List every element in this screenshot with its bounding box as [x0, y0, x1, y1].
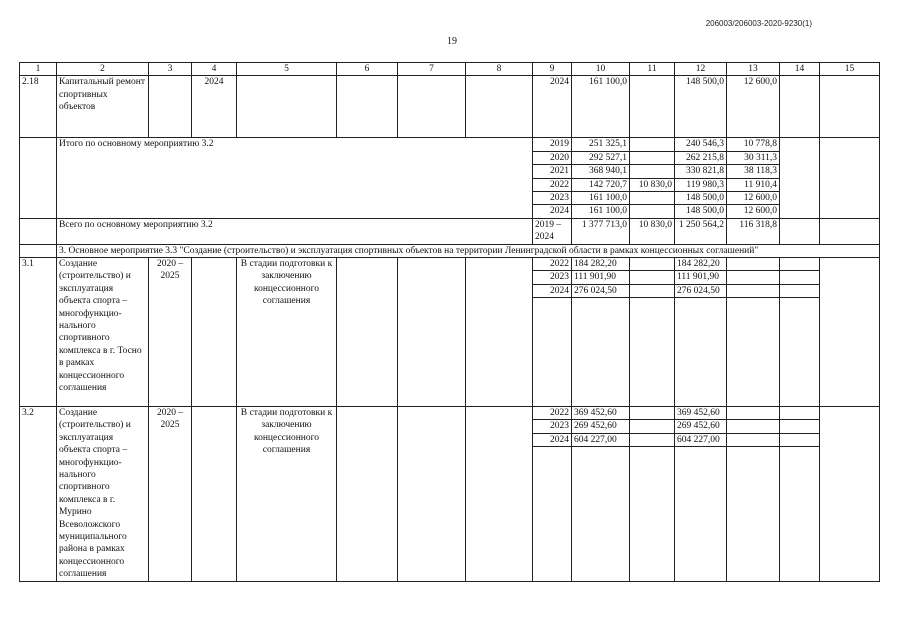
- row-status: В стадии подготовки к заключению концессионного соглашения: [237, 406, 337, 581]
- total-value: 368 940,1: [572, 165, 629, 178]
- local-value: 12 600,0: [727, 76, 780, 138]
- total-value: 184 282,20: [572, 258, 629, 271]
- empty-cell: [192, 257, 237, 406]
- federal-value: [630, 192, 674, 205]
- regional-value: 369 452,60: [675, 407, 726, 420]
- row-name: Создание (строительство) и эксплуатация объекта спорта – многофункцио-нального спортивного комплекса в г. Мурино Всеволожского муниципального района в рамках концессионного соглашения: [57, 406, 149, 581]
- empty-cell: [630, 76, 675, 138]
- year-cell: 2021: [533, 165, 571, 178]
- section-title: 3. Основное мероприятие 3.3 "Создание (строительство) и эксплуатация спортивных объектов на территории Ленинградской области в рамках концессионных соглашений": [57, 244, 880, 257]
- years-range: 2019 – 2024: [533, 218, 572, 244]
- year-cell: 2023: [533, 420, 571, 433]
- total-value: 604 227,00: [572, 434, 629, 447]
- empty-cell: [237, 76, 337, 138]
- col-header: 13: [727, 63, 780, 76]
- empty-cell: [820, 138, 880, 218]
- row-name: Капитальный ремонт спортивных объектов: [57, 76, 149, 138]
- empty-cell: [820, 218, 880, 244]
- federal-value: 10 830,0: [630, 218, 675, 244]
- years-column: [533, 138, 572, 218]
- regional-value: 1 250 564,2: [675, 218, 727, 244]
- regional-value: 111 901,90: [675, 271, 726, 284]
- years-column: [533, 406, 572, 581]
- local-value: 12 600,0: [727, 192, 779, 205]
- empty-cell: [192, 406, 237, 581]
- empty-cell: [820, 406, 880, 581]
- regional-column: [675, 406, 727, 581]
- col-header: 3: [149, 63, 192, 76]
- local-value: 12 600,0: [743, 206, 777, 217]
- total-value: 111 901,90: [572, 271, 629, 284]
- empty-cell: [820, 76, 880, 138]
- local-column: [727, 406, 780, 581]
- year-cell: 2024: [550, 206, 569, 217]
- totals-column: [572, 406, 630, 581]
- total-value: 369 452,60: [572, 407, 629, 420]
- totals-column: [572, 138, 630, 218]
- empty-cell: [337, 76, 398, 138]
- col-header: 9: [533, 63, 572, 76]
- row-number: 3.2: [20, 406, 57, 581]
- total-value: 276 024,50: [572, 285, 629, 298]
- table-row: [20, 76, 880, 138]
- empty-cell: [466, 406, 533, 581]
- year-cell: 2020: [533, 152, 571, 165]
- federal-value: [630, 205, 674, 217]
- column-number-row: [20, 63, 880, 76]
- regional-value: 330 821,8: [675, 165, 726, 178]
- empty-cell: [20, 218, 57, 244]
- regional-value: 148 500,0: [686, 206, 724, 217]
- row-period: 2020 – 2025: [149, 406, 192, 581]
- federal-column: [630, 406, 675, 581]
- regional-value: 262 215,8: [675, 152, 726, 165]
- empty-cell: [149, 76, 192, 138]
- years-column: [533, 257, 572, 406]
- federal-column: [630, 257, 675, 406]
- col-header: 1: [20, 63, 57, 76]
- table-row: [20, 257, 880, 406]
- federal-value: [630, 138, 674, 151]
- year-cell: 2023: [533, 192, 571, 205]
- regional-value: 240 546,3: [675, 138, 726, 151]
- year-cell: 2019: [533, 138, 571, 151]
- year-cell: 2023: [533, 271, 571, 284]
- local-value: 10 778,8: [727, 138, 779, 151]
- regional-value: 148 500,0: [675, 192, 726, 205]
- col-header: 2: [57, 63, 149, 76]
- row-number: 2.18: [20, 76, 57, 138]
- page-number: 19: [447, 36, 457, 47]
- table-row: [20, 406, 880, 581]
- empty-cell: [398, 257, 466, 406]
- plan-year: 2024: [533, 76, 572, 138]
- empty-cell: [20, 244, 57, 257]
- year-cell: 2022: [533, 407, 571, 420]
- empty-cell: [466, 76, 533, 138]
- federal-value: 10 830,0: [630, 179, 674, 192]
- federal-value: [630, 152, 674, 165]
- regional-column: [675, 138, 727, 218]
- empty-cell: [820, 257, 880, 406]
- empty-column: [780, 406, 820, 581]
- col-header: 7: [398, 63, 466, 76]
- col-header: 6: [337, 63, 398, 76]
- year-cell: 2024: [533, 434, 571, 447]
- total-value: 1 377 713,0: [572, 218, 630, 244]
- subtotal-row: [20, 138, 880, 218]
- regional-value: 276 024,50: [675, 285, 726, 298]
- local-column: [727, 257, 780, 406]
- empty-cell: [20, 138, 57, 218]
- col-header: 12: [675, 63, 727, 76]
- totals-column: [572, 257, 630, 406]
- total-value: 269 452,60: [572, 420, 629, 433]
- federal-value: [630, 165, 674, 178]
- col-header: 8: [466, 63, 533, 76]
- col-header: 4: [192, 63, 237, 76]
- row-period: 2020 – 2025: [149, 257, 192, 406]
- total-label: Всего по основному мероприятию 3.2: [57, 218, 533, 244]
- empty-cell: [466, 257, 533, 406]
- document-id: 206003/206003-2020-9230(1): [705, 19, 812, 28]
- total-value: 161 100,0: [589, 206, 627, 217]
- total-value: 161 100,0: [572, 76, 630, 138]
- total-value: 161 100,0: [572, 192, 629, 205]
- total-value: 251 325,1: [572, 138, 629, 151]
- program-table: [19, 62, 880, 582]
- regional-value: 119 980,3: [675, 179, 726, 192]
- col-header: 14: [780, 63, 820, 76]
- empty-cell: [337, 406, 398, 581]
- year-cell: 2022: [533, 179, 571, 192]
- col-header: 10: [572, 63, 630, 76]
- year-cell: 2024: [533, 285, 571, 298]
- total-value: 142 720,7: [572, 179, 629, 192]
- regional-column: [675, 257, 727, 406]
- empty-cell: [780, 218, 820, 244]
- local-value: 38 118,3: [727, 165, 779, 178]
- empty-cell: [780, 138, 820, 218]
- local-value: 30 311,3: [727, 152, 779, 165]
- empty-cell: [398, 76, 466, 138]
- empty-cell: [780, 76, 820, 138]
- section-row: [20, 244, 880, 257]
- year-cell: 2022: [533, 258, 571, 271]
- local-column: [727, 138, 780, 218]
- col-header: 11: [630, 63, 675, 76]
- year-start: 2024: [192, 76, 237, 138]
- regional-value: 269 452,60: [675, 420, 726, 433]
- row-name: Создание (строительство) и эксплуатация объекта спорта – многофункцио-нального спортивного комплекса в г. Тосно в рамках концессионного соглашения: [57, 257, 149, 406]
- federal-column: [630, 138, 675, 218]
- regional-value: 604 227,00: [675, 434, 726, 447]
- local-value: 11 910,4: [727, 179, 779, 192]
- regional-value: 148 500,0: [675, 76, 727, 138]
- empty-cell: [398, 406, 466, 581]
- subtotal-label: Итого по основному мероприятию 3.2: [57, 138, 533, 218]
- total-row: [20, 218, 880, 244]
- row-number: 3.1: [20, 257, 57, 406]
- row-status: В стадии подготовки к заключению концессионного соглашения: [237, 257, 337, 406]
- regional-value: 184 282,20: [675, 258, 726, 271]
- col-header: 15: [820, 63, 880, 76]
- empty-column: [780, 257, 820, 406]
- col-header: 5: [237, 63, 337, 76]
- local-value: 116 318,8: [727, 218, 780, 244]
- empty-cell: [337, 257, 398, 406]
- total-value: 292 527,1: [572, 152, 629, 165]
